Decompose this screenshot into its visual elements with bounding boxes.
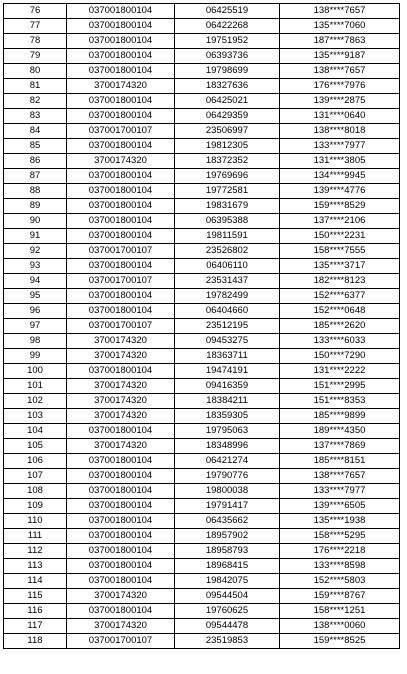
id-number-cell: 19831679 [175, 199, 280, 214]
table-row [4, 484, 400, 499]
phone-number-cell: 137****7869 [280, 439, 400, 454]
table-row [4, 49, 400, 64]
account-code-cell: 037001800104 [67, 34, 175, 49]
account-code-cell: 037001700107 [67, 274, 175, 289]
id-number-cell: 18957902 [175, 529, 280, 544]
account-code-cell: 3700174320 [67, 409, 175, 424]
account-code-cell: 037001800104 [67, 484, 175, 499]
table-row [4, 454, 400, 469]
id-number-cell: 19769696 [175, 169, 280, 184]
table-body [4, 4, 400, 649]
account-code-cell: 037001800104 [67, 259, 175, 274]
phone-number-cell: 151****2995 [280, 379, 400, 394]
table-row [4, 559, 400, 574]
table-row [4, 154, 400, 169]
row-number-cell: 101 [4, 379, 67, 394]
id-number-cell: 18958793 [175, 544, 280, 559]
account-code-cell: 037001800104 [67, 604, 175, 619]
phone-number-cell: 135****3717 [280, 259, 400, 274]
row-number-cell: 97 [4, 319, 67, 334]
id-number-cell: 19760625 [175, 604, 280, 619]
table-row [4, 589, 400, 604]
id-number-cell: 09416359 [175, 379, 280, 394]
account-code-cell: 3700174320 [67, 349, 175, 364]
table-row [4, 214, 400, 229]
account-code-cell: 037001800104 [67, 454, 175, 469]
account-code-cell: 037001800104 [67, 214, 175, 229]
id-number-cell: 19791417 [175, 499, 280, 514]
phone-number-cell: 131****2222 [280, 364, 400, 379]
phone-number-cell: 133****6033 [280, 334, 400, 349]
table-row [4, 94, 400, 109]
id-number-cell: 19751952 [175, 34, 280, 49]
table-row [4, 274, 400, 289]
table-row [4, 124, 400, 139]
phone-number-cell: 159****8767 [280, 589, 400, 604]
table-row [4, 184, 400, 199]
row-number-cell: 108 [4, 484, 67, 499]
row-number-cell: 111 [4, 529, 67, 544]
phone-number-cell: 150****7290 [280, 349, 400, 364]
table-row [4, 304, 400, 319]
row-number-cell: 76 [4, 4, 67, 19]
phone-number-cell: 152****5803 [280, 574, 400, 589]
phone-number-cell: 139****2875 [280, 94, 400, 109]
account-code-cell: 037001800104 [67, 289, 175, 304]
id-number-cell: 19474191 [175, 364, 280, 379]
table-row [4, 319, 400, 334]
phone-number-cell: 133****8598 [280, 559, 400, 574]
phone-number-cell: 138****7657 [280, 4, 400, 19]
row-number-cell: 83 [4, 109, 67, 124]
table-row [4, 34, 400, 49]
id-number-cell: 23506997 [175, 124, 280, 139]
phone-number-cell: 135****7060 [280, 19, 400, 34]
account-code-cell: 3700174320 [67, 439, 175, 454]
id-number-cell: 06425021 [175, 94, 280, 109]
id-number-cell: 18363711 [175, 349, 280, 364]
account-code-cell: 3700174320 [67, 379, 175, 394]
row-number-cell: 86 [4, 154, 67, 169]
id-number-cell: 23526802 [175, 244, 280, 259]
phone-number-cell: 135****1938 [280, 514, 400, 529]
id-number-cell: 18327636 [175, 79, 280, 94]
id-number-cell: 19812305 [175, 139, 280, 154]
phone-number-cell: 135****9187 [280, 49, 400, 64]
id-number-cell: 23531437 [175, 274, 280, 289]
id-number-cell: 19800038 [175, 484, 280, 499]
data-table-container [3, 3, 400, 649]
id-number-cell: 18372352 [175, 154, 280, 169]
account-code-cell: 037001800104 [67, 94, 175, 109]
id-number-cell: 19795063 [175, 424, 280, 439]
row-number-cell: 118 [4, 634, 67, 649]
id-number-cell: 19772581 [175, 184, 280, 199]
phone-number-cell: 133****7977 [280, 139, 400, 154]
table-row [4, 169, 400, 184]
phone-number-cell: 138****0060 [280, 619, 400, 634]
row-number-cell: 112 [4, 544, 67, 559]
account-code-cell: 037001800104 [67, 109, 175, 124]
table-row [4, 439, 400, 454]
table-row [4, 19, 400, 34]
id-number-cell: 06395388 [175, 214, 280, 229]
row-number-cell: 110 [4, 514, 67, 529]
account-code-cell: 037001700107 [67, 634, 175, 649]
account-code-cell: 037001800104 [67, 574, 175, 589]
row-number-cell: 115 [4, 589, 67, 604]
row-number-cell: 100 [4, 364, 67, 379]
account-code-cell: 037001800104 [67, 424, 175, 439]
phone-number-cell: 185****8151 [280, 454, 400, 469]
id-number-cell: 23512195 [175, 319, 280, 334]
row-number-cell: 95 [4, 289, 67, 304]
phone-number-cell: 158****1251 [280, 604, 400, 619]
phone-number-cell: 176****7976 [280, 79, 400, 94]
table-row [4, 109, 400, 124]
row-number-cell: 117 [4, 619, 67, 634]
phone-number-cell: 152****6377 [280, 289, 400, 304]
id-number-cell: 06406110 [175, 259, 280, 274]
account-code-cell: 037001700107 [67, 319, 175, 334]
phone-number-cell: 138****8018 [280, 124, 400, 139]
table-row [4, 499, 400, 514]
account-code-cell: 037001800104 [67, 364, 175, 379]
table-row [4, 379, 400, 394]
id-number-cell: 09453275 [175, 334, 280, 349]
phone-number-cell: 176****2218 [280, 544, 400, 559]
phone-number-cell: 187****7863 [280, 34, 400, 49]
id-number-cell: 18968415 [175, 559, 280, 574]
id-number-cell: 06435662 [175, 514, 280, 529]
table-row [4, 529, 400, 544]
id-number-cell: 23519853 [175, 634, 280, 649]
id-number-cell: 06404660 [175, 304, 280, 319]
account-code-cell: 037001700107 [67, 244, 175, 259]
table-row [4, 424, 400, 439]
table-row [4, 4, 400, 19]
phone-number-cell: 185****9899 [280, 409, 400, 424]
account-code-cell: 3700174320 [67, 334, 175, 349]
table-row [4, 229, 400, 244]
account-code-cell: 037001800104 [67, 559, 175, 574]
table-row [4, 64, 400, 79]
phone-number-cell: 134****9945 [280, 169, 400, 184]
table-row [4, 349, 400, 364]
phone-number-cell: 138****7657 [280, 469, 400, 484]
table-row [4, 244, 400, 259]
phone-number-cell: 189****4350 [280, 424, 400, 439]
table-row [4, 79, 400, 94]
row-number-cell: 103 [4, 409, 67, 424]
row-number-cell: 99 [4, 349, 67, 364]
row-number-cell: 96 [4, 304, 67, 319]
row-number-cell: 92 [4, 244, 67, 259]
table-row [4, 544, 400, 559]
row-number-cell: 105 [4, 439, 67, 454]
id-number-cell: 19790776 [175, 469, 280, 484]
row-number-cell: 79 [4, 49, 67, 64]
phone-number-cell: 133****7977 [280, 484, 400, 499]
table-row [4, 289, 400, 304]
phone-number-cell: 151****8353 [280, 394, 400, 409]
row-number-cell: 81 [4, 79, 67, 94]
account-code-cell: 037001800104 [67, 514, 175, 529]
row-number-cell: 84 [4, 124, 67, 139]
row-number-cell: 82 [4, 94, 67, 109]
phone-number-cell: 139****6505 [280, 499, 400, 514]
account-code-cell: 3700174320 [67, 589, 175, 604]
id-number-cell: 06393736 [175, 49, 280, 64]
id-number-cell: 09544478 [175, 619, 280, 634]
account-code-cell: 037001800104 [67, 229, 175, 244]
id-number-cell: 19842075 [175, 574, 280, 589]
phone-number-cell: 158****5295 [280, 529, 400, 544]
table-row [4, 634, 400, 649]
account-code-cell: 037001800104 [67, 499, 175, 514]
id-number-cell: 18384211 [175, 394, 280, 409]
row-number-cell: 94 [4, 274, 67, 289]
row-number-cell: 109 [4, 499, 67, 514]
id-number-cell: 19798699 [175, 64, 280, 79]
id-number-cell: 19811591 [175, 229, 280, 244]
id-number-cell: 06429359 [175, 109, 280, 124]
phone-number-cell: 152****0648 [280, 304, 400, 319]
row-number-cell: 88 [4, 184, 67, 199]
table-row [4, 574, 400, 589]
account-code-cell: 037001800104 [67, 19, 175, 34]
account-code-cell: 037001800104 [67, 4, 175, 19]
row-number-cell: 116 [4, 604, 67, 619]
row-number-cell: 85 [4, 139, 67, 154]
table-row [4, 199, 400, 214]
phone-number-cell: 159****8525 [280, 634, 400, 649]
row-number-cell: 93 [4, 259, 67, 274]
row-number-cell: 114 [4, 574, 67, 589]
id-number-cell: 18359305 [175, 409, 280, 424]
row-number-cell: 98 [4, 334, 67, 349]
table-row [4, 259, 400, 274]
row-number-cell: 91 [4, 229, 67, 244]
account-code-cell: 037001800104 [67, 199, 175, 214]
row-number-cell: 106 [4, 454, 67, 469]
row-number-cell: 80 [4, 64, 67, 79]
account-code-cell: 3700174320 [67, 394, 175, 409]
id-number-cell: 06422268 [175, 19, 280, 34]
table-row [4, 409, 400, 424]
account-code-cell: 3700174320 [67, 154, 175, 169]
account-code-cell: 037001800104 [67, 64, 175, 79]
account-code-cell: 037001800104 [67, 169, 175, 184]
account-code-cell: 3700174320 [67, 619, 175, 634]
account-code-cell: 3700174320 [67, 79, 175, 94]
row-number-cell: 77 [4, 19, 67, 34]
table-row [4, 469, 400, 484]
phone-number-cell: 150****2231 [280, 229, 400, 244]
row-number-cell: 107 [4, 469, 67, 484]
account-code-cell: 037001800104 [67, 139, 175, 154]
id-number-cell: 19782499 [175, 289, 280, 304]
phone-number-cell: 131****0640 [280, 109, 400, 124]
phone-number-cell: 159****8529 [280, 199, 400, 214]
phone-number-cell: 131****3805 [280, 154, 400, 169]
row-number-cell: 87 [4, 169, 67, 184]
phone-number-cell: 158****7555 [280, 244, 400, 259]
account-code-cell: 037001800104 [67, 469, 175, 484]
account-code-cell: 037001700107 [67, 124, 175, 139]
table-row [4, 514, 400, 529]
id-number-cell: 09544504 [175, 589, 280, 604]
id-number-cell: 06425519 [175, 4, 280, 19]
row-number-cell: 102 [4, 394, 67, 409]
table-row [4, 604, 400, 619]
table-row [4, 394, 400, 409]
data-table [3, 3, 400, 649]
account-code-cell: 037001800104 [67, 184, 175, 199]
account-code-cell: 037001800104 [67, 544, 175, 559]
phone-number-cell: 139****4776 [280, 184, 400, 199]
phone-number-cell: 185****2620 [280, 319, 400, 334]
account-code-cell: 037001800104 [67, 304, 175, 319]
row-number-cell: 89 [4, 199, 67, 214]
id-number-cell: 18348996 [175, 439, 280, 454]
phone-number-cell: 138****7657 [280, 64, 400, 79]
id-number-cell: 06421274 [175, 454, 280, 469]
table-row [4, 334, 400, 349]
account-code-cell: 037001800104 [67, 49, 175, 64]
table-row [4, 364, 400, 379]
row-number-cell: 78 [4, 34, 67, 49]
phone-number-cell: 137****2106 [280, 214, 400, 229]
table-row [4, 139, 400, 154]
row-number-cell: 90 [4, 214, 67, 229]
account-code-cell: 037001800104 [67, 529, 175, 544]
table-row [4, 619, 400, 634]
phone-number-cell: 182****8123 [280, 274, 400, 289]
row-number-cell: 113 [4, 559, 67, 574]
row-number-cell: 104 [4, 424, 67, 439]
